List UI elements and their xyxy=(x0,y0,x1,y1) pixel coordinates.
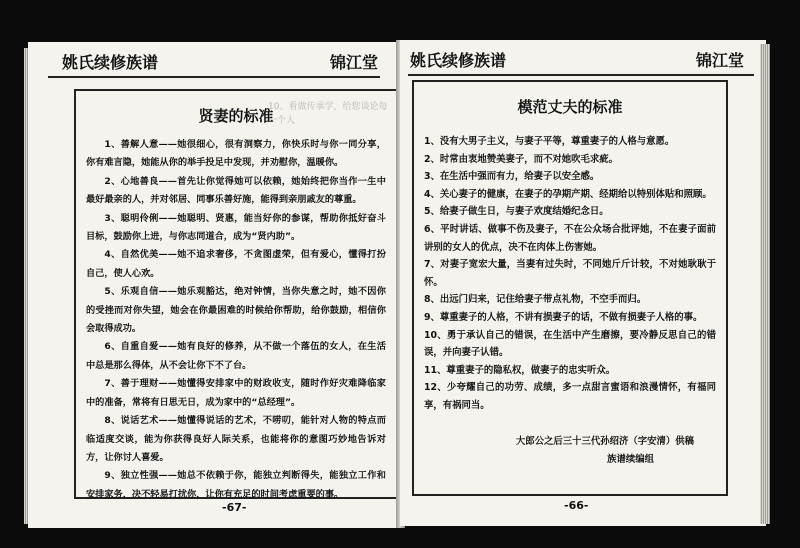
right-content-frame xyxy=(412,80,728,496)
right-header-title: 姚氏续修族谱 xyxy=(410,51,507,70)
credit-editor: 族谱续编组 xyxy=(607,453,654,465)
husband-standard-item: 6、平时讲话、做事不伤及妻子，不在公众场合批评她，不在妻子面前讲别的女人的优点，决不在肉体上伤害她。 xyxy=(424,223,716,253)
left-header-hall: 锦江堂 xyxy=(329,53,378,72)
wife-standard-item: 4、自然优美——她不追求奢侈，不贪图虚荣，但有爱心，懂得打扮自己，使人心欢。 xyxy=(86,249,386,279)
left-header-title: 姚氏续修族谱 xyxy=(62,53,159,72)
left-page xyxy=(28,42,400,528)
left-header-rule xyxy=(48,76,380,78)
wife-standard-item: 9、独立性强——她总不依赖于你，能独立判断得失，能独立工作和安排家务，决不轻易打扰你，让你有充足的时间考虑重要的事。 xyxy=(86,470,386,500)
wife-standard-item: 5、乐观自信——她乐观豁达，绝对钟情，当你失意之时，她不因你的受挫而对你失望，她会在你最困难的时候给你帮助，给你鼓励，相信你会取得成功。 xyxy=(86,286,386,335)
husband-standard-item: 9、尊重妻子的人格，不讲有损妻子的话，不做有损妻子人格的事。 xyxy=(424,311,703,323)
wife-standard-item: 8、说话艺术——她懂得说话的艺术，不唠叨，能针对人物的特点而临适度交谈，能为你获得良好人际关系，也能将你的意图巧妙地告诉对方，让你讨人喜爱。 xyxy=(86,415,386,463)
husband-standard-item: 5、给妻子做生日，与妻子欢度结婚纪念日。 xyxy=(424,206,609,218)
credit-block xyxy=(424,427,716,469)
bleed-through-text: 10、看做传承学，给您谈论每一个人 xyxy=(268,102,388,126)
left-page-title: 贤妻的标准 xyxy=(198,107,274,125)
right-page-number: -66- xyxy=(564,499,589,512)
right-page xyxy=(400,40,766,526)
husband-standard-item: 2、时常由衷地赞美妻子，而不对她吹毛求疵。 xyxy=(424,153,619,165)
wife-standard-item: 6、自重自爱——她有良好的修养，从不做一个落伍的女人，在生活中总是那么得体，从不会让你下不了台。 xyxy=(86,341,386,371)
husband-standard-item: 10、勇于承认自己的错误，在生活中产生磨擦，要冷静反思自己的错误，并向妻子认错。 xyxy=(424,329,716,359)
husband-standard-item: 8、出远门归来，记住给妻子带点礼物，不空手而归。 xyxy=(424,294,647,306)
husband-standard-item: 11、尊重妻子的隐私权，做妻子的忠实听众。 xyxy=(424,364,616,376)
left-page-number: -67- xyxy=(222,501,247,514)
left-content-frame xyxy=(74,89,398,499)
right-header-hall: 锦江堂 xyxy=(695,51,744,70)
wife-standard-item: 2、心地善良——首先让你觉得她可以依赖，她始终把你当作一生中最好最亲的人，并对邻居、同事乐善好施，能得到亲朋戚友的尊重。 xyxy=(86,175,386,206)
husband-standard-item: 1、没有大男子主义，与妻子平等，尊重妻子的人格与意愿。 xyxy=(424,136,675,147)
right-page-title: 模范丈夫的标准 xyxy=(517,98,623,116)
page-stack-edge-right xyxy=(760,44,770,524)
wife-standard-item: 7、善于理财——她懂得安排家中的财政收支，随时作好灾难降临家中的准备，常将有日思无日，成为家中的“总经理”。 xyxy=(86,378,386,408)
husband-standard-item: 12、少夸耀自己的功劳、成绩，多一点甜言蜜语和浪漫情怀，有福同享，有祸同当。 xyxy=(424,382,716,411)
husband-standard-item: 3、在生活中强而有力，给妻子以安全感。 xyxy=(424,171,600,183)
husband-standard-item: 4、关心妻子的健康，在妻子的孕期产期、经期给以特别体贴和照顾。 xyxy=(424,188,712,200)
right-header-rule xyxy=(408,74,754,76)
right-body-text xyxy=(424,127,716,415)
left-body-text xyxy=(86,136,386,504)
husband-standard-item: 7、对妻子宽宏大量，当妻有过失时，不同她斤斤计较，不对她耿耿于怀。 xyxy=(424,259,716,288)
wife-standard-item: 1、善解人意——她很细心，很有洞察力，你快乐时与你一同分享，你有难言隐，她能从你的举手投足中发现，并劝慰你，温暖你。 xyxy=(86,139,386,169)
wife-standard-item: 3、聪明伶俐——她聪明、贤惠，能当好你的参谋，帮助你抵好奋斗目标，鼓励你上进，与你志同道合，成为“贤内助”。 xyxy=(86,212,386,243)
credit-contributor: 大郎公之后三十三代孙绍济（字安清）供稿 xyxy=(515,435,694,447)
